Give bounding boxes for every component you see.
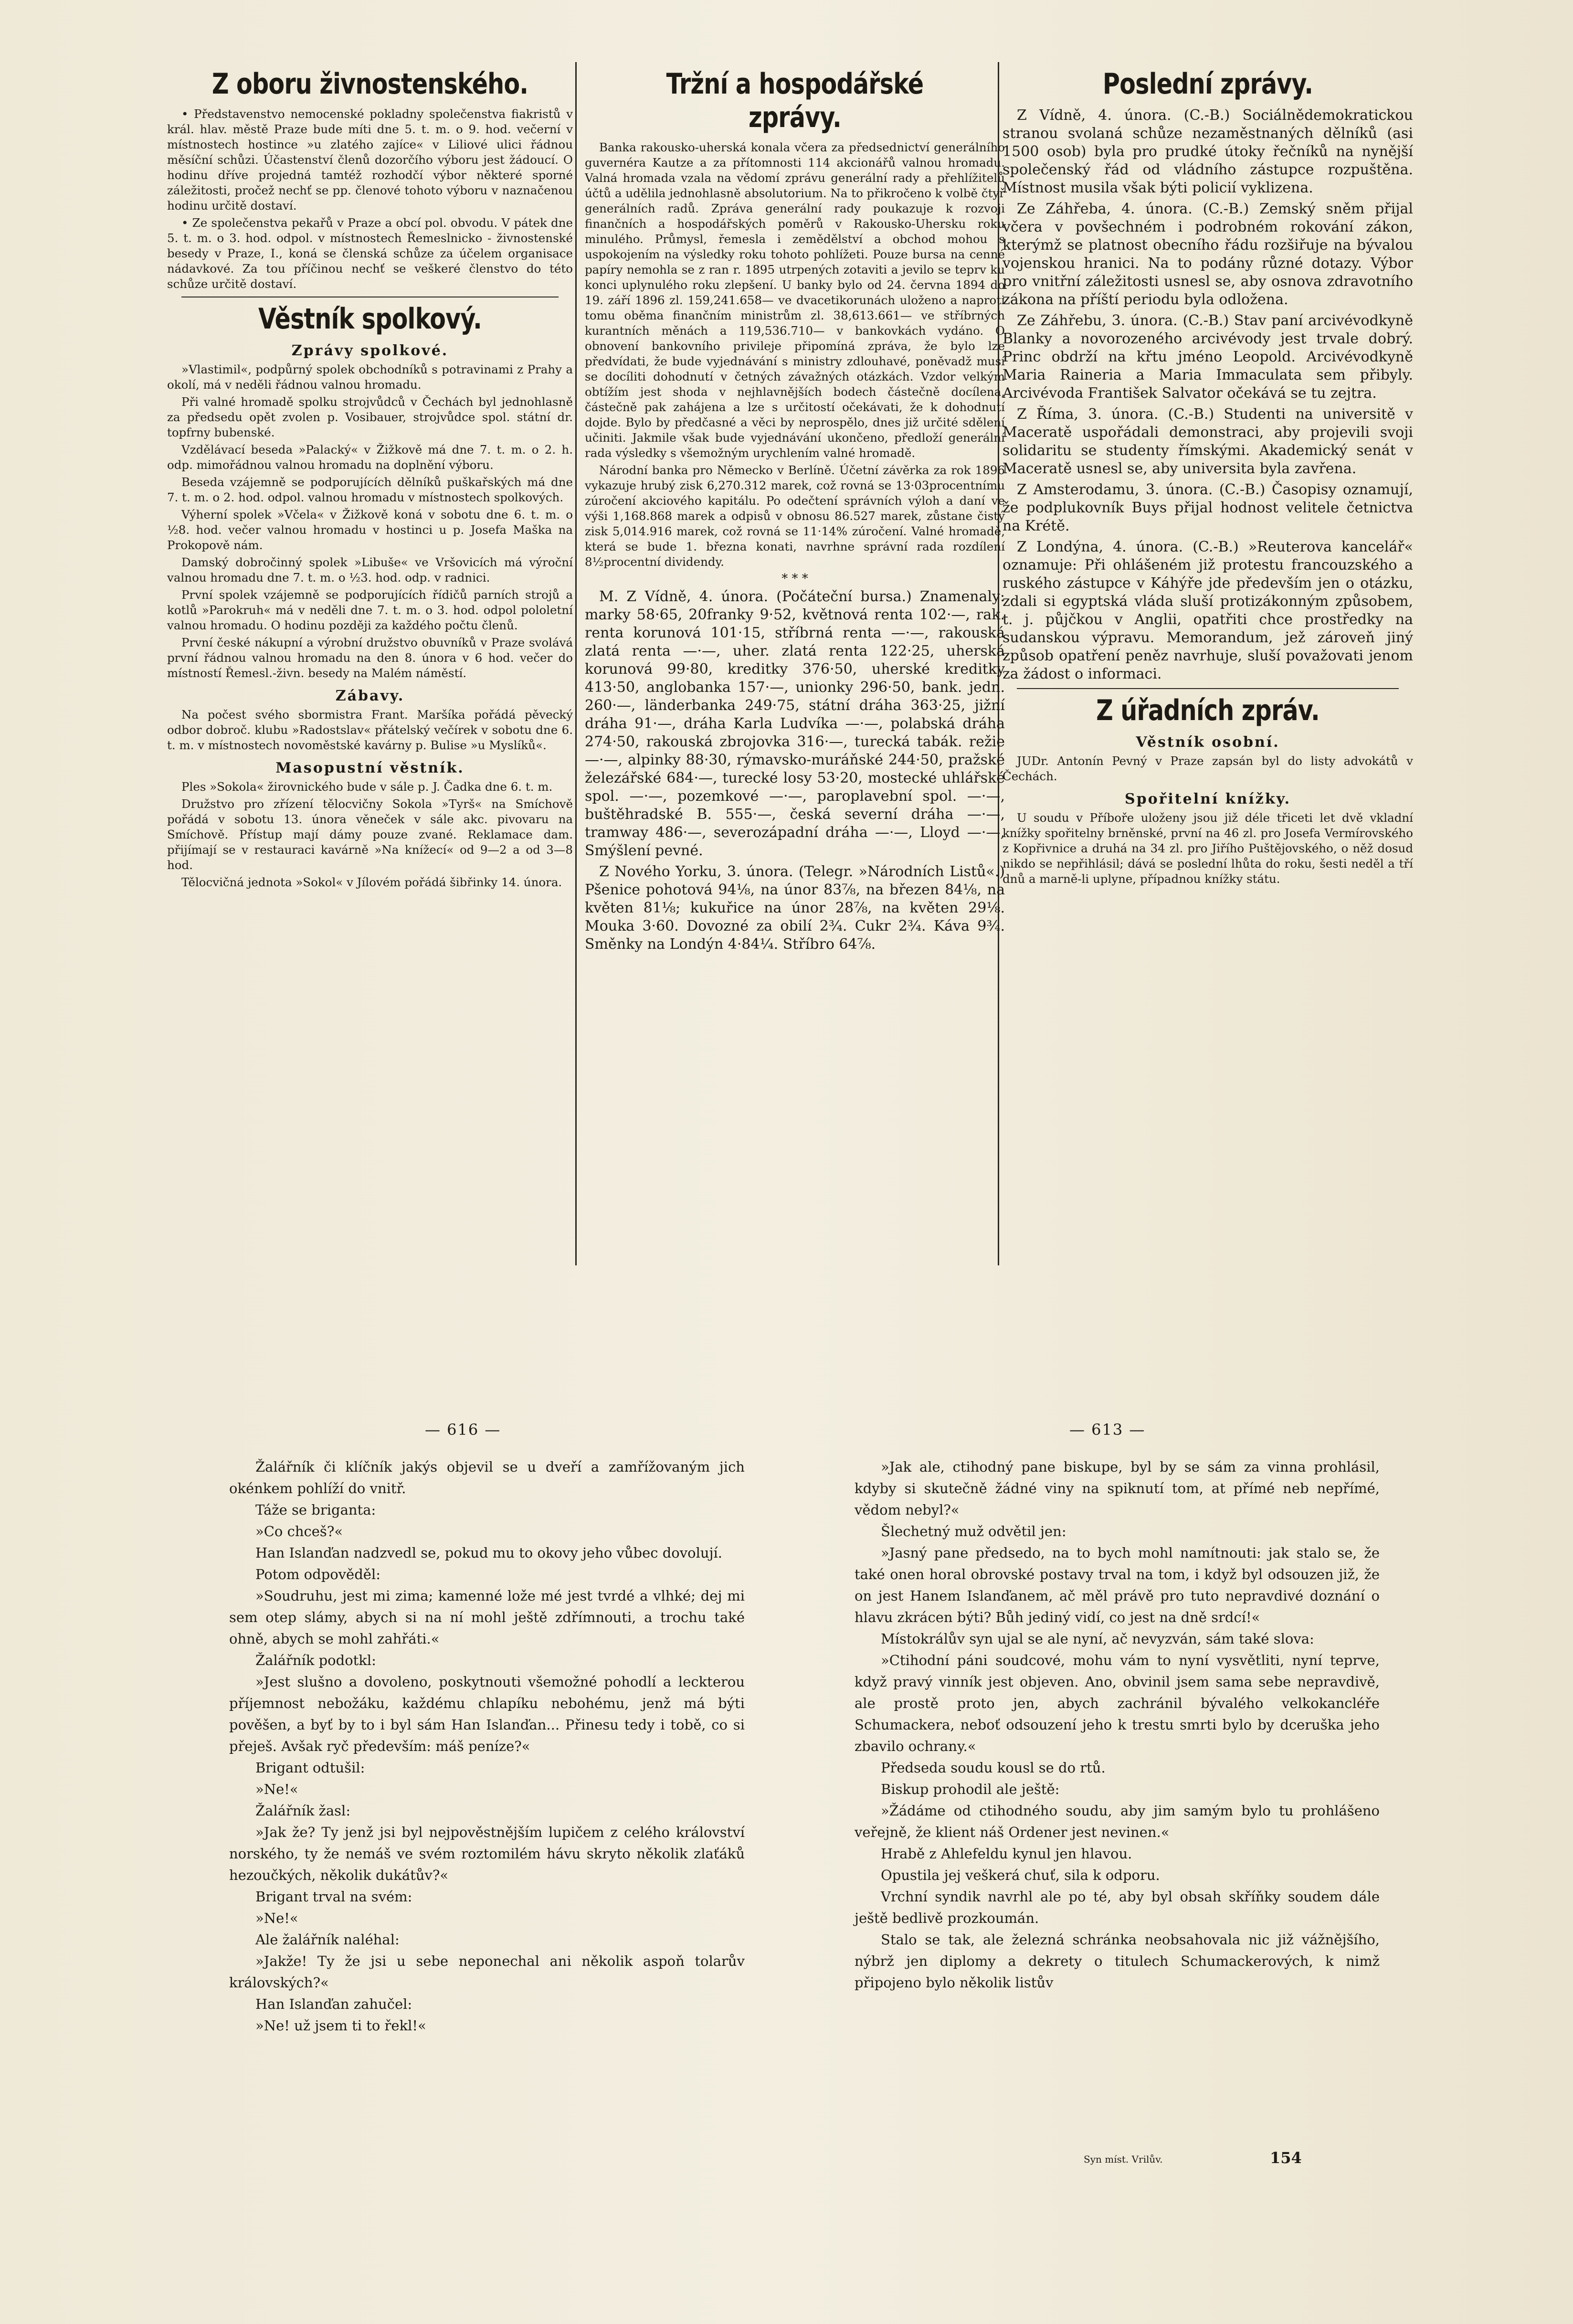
novel-line: »Co chceš?« <box>255 1523 343 1539</box>
news-item: Ze Záhřeba, 4. února. (C.-B.) Zemský sněm přijal včera v povšechném i podrobném rokování zákon, kterýmž se platnost obecního řádu rozšiřuje na bývalou vojenskou hranici. Na to podány různé dotazy. Výbor pro vnitřní záležitosti usnesl se, aby osnova zdravotního zákona na příští periodu byla odložena. <box>1003 201 1413 308</box>
official-item: U soudu v Příboře uloženy jsou již déle třiceti let dvě vkladní knížky spořitelny brněnské, první na 46 zl. pro Josefa Vermírovského z Kopřivnice a druhá na 34 zl. pro Jiřího Puštějovského, o něž dosud nikdo se nepřihlásil; dává se poslední lhůta do roku, šesti neděl a tří dnů a marně-li uplyne, případnou knížky státu. <box>1003 811 1413 886</box>
subheading-savings-books: Spořitelní knížky. <box>1124 791 1291 807</box>
divider <box>1017 688 1399 689</box>
novel-line: Táže se briganta: <box>255 1502 376 1518</box>
section-heading-latest: Poslední zprávy. <box>1102 67 1313 101</box>
novel-line: »Soudruhu, jest mi zima; kamenné lože mé jest tvrdé a vlhké; dej mi sem otep slámy, abych si na ní mohl ještě zdřímnouti, a trochu také ohně, abych se mohl zahřáti.« <box>229 1588 745 1647</box>
novel-line: Hrabě z Ahlefeldu kynul jen hlavou. <box>881 1846 1132 1862</box>
subheading-entertainment: Zábavy. <box>335 688 405 704</box>
novel-line: Stalo se tak, ale železná schránka neobsahovala nic již vážnějšího, nýbrž jen diplomy a dekrety o titulech Schumackerových, k nimž připojeno bylo několik listův <box>855 1931 1380 1991</box>
novel-line: Žalářník podotkl: <box>255 1652 376 1668</box>
novel-line: Han Islanďan nadzvedl se, pokud mu to okovy jeho vůbec dovolují. <box>255 1545 723 1561</box>
novel-page-left <box>229 1456 745 2037</box>
novel-line: »Ne!« <box>255 1910 298 1926</box>
subheading-personal: Věstník osobní. <box>1136 734 1280 751</box>
column-trade-news <box>167 64 573 1268</box>
news-item: Z Vídně, 4. února. (C.-B.) Sociálnědemokratickou stranou svolaná schůze nezaměstnaných dělníků (asi 1500 osob) byla pro prudké útoky řečníků na nynější společenský řád od vládního zástupce rozpuštěna. Místnost musila však býti policií vyklizena. <box>1003 107 1413 196</box>
article-paragraph: Banka rakousko-uherská konala včera za předsednictví generálního guvernéra Kautze a za přítomnosti 114 akcionářů valnou hromadu. Valná hromada vzala na vědomí zprávu generální rady a přehlížitelů účtů a udělila jednohlasně absolutorium. Na to přikročeno k volbě čtyř generálních radů. Zpráva generální rady poukazuje k rozvoji finančních a hospodářských poměrů v Rakousko-Uhersku roku minulého. Průmysl, řemesla i zemědělství a obchod mohou s uspokojením na výsledky roku tohoto pohlížeti. Pouze bursa na cenné papíry nemohla se z ran r. 1895 utrpených zotaviti a jevilo se teprv ku konci uplynulého roku zlepšení. U banky bylo od 24. června 1894 do 19. září 1896 zl. 159,241.658— ve dvacetikorunách uloženo a naproti tomu oběma finančním ministrům zl. 38,613.661— ve stříbrných kurantních měnách a 119,536.710— v bankovkách vydáno. O obnovení bankovního privileje připomíná zpráva, že bylo lze předvídati, že bude vyjednávání s ministry zdlouhavé, poněvadž musí se docíliti dohodnutí v četných závažných otázkách. Vzdor velkým obtížím jest shoda v nejhlavnějších bodech částečně docílena, částečně pak zahájena a lze s určitostí očekávati, že k dohodnutí dojde. Bylo by předčasné a věci by neprospělo, dnes již určité sdělení učiniti. Jakmile však bude vyjednávání ukončeno, předloží generální rada výsledky s všemožným urychlením valné hromadě. <box>585 140 1005 460</box>
novel-line: Šlechetný muž odvětil jen: <box>881 1523 1066 1539</box>
novel-line: Han Islanďan zahučel: <box>255 1996 412 2012</box>
novel-line: »Jasný pane předsedo, na to bych mohl namítnouti: jak stalo se, že také onen horal obrovské postavy trval na tom, i když byl odsouzen již, že on jest Hanem Islanďanem, ač měl právě pro tuto nepravdivé doznání o hlavu zkrácen býti? Bůh jediný vidí, co jest na dně srdcí!« <box>855 1545 1380 1625</box>
article-paragraph: • Představenstvo nemocenské pokladny společenstva fiakristů v král. hlav. městě Praze bude míti dne 5. t. m. o 9. hod. večerní v místnostech hostince »u zlatého zajíce« v Liliové ulici řádnou měsíční schůzi. Účastenství členů dozorčího výboru jest žádoucí. O hodinu dříve projedná tamtéž rozhodčí výbor některé sporné záležitosti, pročež nechť se pp. členové tohoto výboru v naznačenou hodinu určitě dostaví. <box>167 107 573 212</box>
column-latest-news <box>1003 64 1413 1268</box>
carnival-item: Tělocvičná jednota »Sokol« v Jílovém pořádá šibřinky 14. února. <box>181 875 562 889</box>
club-item: První české nákupní a výrobní družstvo obuvníků v Praze svolává první řádnou valnou hromadu na den 8. února v 6 hod. večer do místností Řemesl.-živn. besedy na Malém náměstí. <box>167 636 573 680</box>
novel-line: Opustila jej veškerá chuť, sila k odporu. <box>881 1867 1160 1883</box>
club-item: »Vlastimil«, podpůrný spolek obchodníků s potravinami z Prahy a okolí, má v neděli řádnou valnou hromadu. <box>167 362 573 392</box>
news-item: Ze Záhřebu, 3. února. (C.-B.) Stav paní arcivévodkyně Blanky a novorozeného arcivévody jest trvale dobrý. Princ obdrží na křtu jméno Leopold. Arcivévodkyně Maria Raineria a Maria Immaculata sem přibyly. Arcivévoda František Salvator očekává se tu zejtra. <box>1003 312 1413 402</box>
page-number-right: — 613 — <box>1069 1421 1146 1439</box>
section-heading-clubs: Věstník spolkový. <box>258 302 482 336</box>
novel-line: »Jakže! Ty že jsi u sebe neponechal ani několik aspoň tolarův královských?« <box>229 1953 745 1991</box>
section-heading-official: Z úřadních zpráv. <box>1096 694 1320 727</box>
carnival-item: Družstvo pro zřízení tělocvičny Sokola »Tyrš« na Smíchově pořádá v sobotu 13. února věneček v sále akc. pivovaru na Smíchově. Přístup mají dámy pouze zvané. Reklamace dam. přijímají se v restauraci kavárně »Na knížecí« od 9—2 a od 3—8 hod. <box>167 797 573 872</box>
commodity-report: Z Nového Yorku, 3. února. (Telegr. »Národních Listů«.) Pšenice pohotová 94⅛, na únor 83⅞, na březen 84⅛, na květen 81⅛; kukuřice na únor 28⅞, na květen 29⅛. Mouka 3·60. Dovozné za obilí 2¾. Cukr 2¾. Káva 9¾. Směnky na Londýn 4·84¼. Stříbro 64⅞. <box>585 863 1005 953</box>
club-item: Vzdělávací beseda »Palacký« v Žižkově má dne 7. t. m. o 2. h. odp. mimořádnou valnou hromadu na doplnění výboru. <box>167 443 573 472</box>
club-item: Beseda vzájemně se podporujících dělníků puškařských má dne 7. t. m. o 2. hod. odpol. valnou hromadu v místnostech spolkových. <box>167 475 573 504</box>
news-item: Z Londýna, 4. února. (C.-B.) »Reuterova kancelář« oznamuje: Při ohlášeném již protestu francouzského a ruského zástupce v Káhýře jde především jen o otázku, zdali si egyptská vláda sluší protizákonným způsobem, t. j. půjčkou v Anglii, opatřiti chce prostředky na sudanskou výpravu. Memorandum, jež zároveň jiný způsob opatření peněz navrhuje, sluší považovati jenom za žádost o informaci. <box>1003 539 1413 682</box>
column-market-news <box>585 64 1005 1268</box>
novel-line: Žalářník či klíčník jakýs objevil se u dveří a zamřížovaným jich okénkem pohlíží do vnitř. <box>229 1459 745 1496</box>
news-item: Z Amsterodamu, 3. února. (C.-B.) Časopisy oznamují, že podplukovník Buys přijal hodnost velitele četnictva na Krétě. <box>1003 481 1413 534</box>
novel-line: Biskup prohodil ale ještě: <box>881 1781 1060 1797</box>
novel-line: Předseda soudu kousl se do rtů. <box>881 1760 1106 1776</box>
club-item: Při valné hromadě spolku strojvůdců v Čechách byl jednohlasně za předsedu opět zvolen p. Vosibauer, strojvůdce spol. státní dr. topfrny bubenské. <box>167 395 573 439</box>
novel-line: »Jest slušno a dovoleno, poskytnouti všemožné pohodlí a leckterou příjemnost nebožáku, každému chlapíku nebohému, jenž má býti pověšen, a byť by to i byl sám Han Islanďan... Přinesu tedy i tobě, co si přeješ. Avšak ryč především: máš peníze?« <box>229 1674 745 1754</box>
novel-line: Ale žalářník naléhal: <box>255 1931 400 1948</box>
novel-line: Vrchní syndik navrhl ale po té, aby byl obsah skříňky soudem dále ještě bedlivě prozkoumán. <box>855 1889 1380 1926</box>
news-item: Z Říma, 3. února. (C.-B.) Studenti na universitě v Maceratě uspořádali demonstraci, aby projevili svoji solidaritu se studenty římskými. Akademický senát v Maceratě usnesl se, aby universita byla zavřena. <box>1003 406 1413 477</box>
subheading-carnival: Masopustní věstník. <box>275 760 465 776</box>
article-paragraph: Národní banka pro Německo v Berlíně. Účetní závěrka za rok 1896 vykazuje hrubý zisk 6,270.312 marek, což rovná se 13·03procentnímu zúročení akciového kapitálu. Po odečtení správních výloh a daní ve výši 1,168.868 marek a odpisů v obnosu 86.527 marek, zůstane čistý zisk 5,014.916 marek, což rovná se 11·14% zúročení. Valné hromadě, která se bude 1. března konati, navrhne správní rada rozdílení 8½procentní dividendy. <box>585 463 1005 569</box>
separator-stars: * * * <box>781 572 808 586</box>
novel-line: »Jak že? Ty jenž jsi byl nejpověstnějším lupičem z celého království norského, ty že nemáš ve svém roztomilém hávu skryto několik zlaťáků hezoučkých, několik dukátův?« <box>229 1824 745 1883</box>
novel-line: »Ne! už jsem ti to řekl!« <box>255 2017 426 2034</box>
printer-mark: Syn míst. Vrilův. <box>1084 2154 1163 2165</box>
official-item: JUDr. Antonín Pevný v Praze zapsán byl do listy advokátů v Čechách. <box>1003 754 1413 783</box>
novel-page-right <box>855 1456 1380 1994</box>
entertainment-item: Na počest svého sbormistra Frant. Maršíka pořádá pěvecký odbor dobroč. klubu »Radostslav« přátelský večírek v sobotu dne 6. t. m. v místnostech novoměstské kavárny p. Bulise »u Myslíků«. <box>167 708 573 752</box>
article-paragraph: • Ze společenstva pekařů v Praze a obcí pol. obvodu. V pátek dne 5. t. m. o 3. hod. odpol. v místnostech Řemeslnicko - živnostenské besedy v Praze, I., koná se členská schůze za účelem organisace nádavkové. Za tou příčinou nechť se veškeré členstvo do této schůze určitě dostaví. <box>167 216 573 291</box>
signature-number: 154 <box>1270 2149 1302 2167</box>
novel-line: »Žádáme od ctihodného soudu, aby jim samým bylo tu prohlášeno veřejně, že klient náš Ordener jest nevinen.« <box>855 1803 1380 1840</box>
novel-line: Brigant trval na svém: <box>255 1889 412 1905</box>
club-item: První spolek vzájemně se podporujících řídičů parních strojů a kotlů »Parokruh« má v neděli dne 7. t. m. o 3. hod. odpol pololetní valnou hromadu. O hodinu později za každého počtu členů. <box>167 588 573 632</box>
page-number-left: — 616 — <box>425 1421 501 1439</box>
novel-line: »Ne!« <box>255 1781 298 1797</box>
club-item: Výherní spolek »Včela« v Žižkově koná v sobotu dne 6. t. m. o ½8. hod. večer valnou hromadu v hostinci u p. Josefa Maška na Prokopově nám. <box>167 508 573 552</box>
novel-line: Potom odpověděl: <box>255 1566 380 1582</box>
novel-line: »Ctihodní páni soudcové, mohu vám to nyní vysvětliti, nyní teprve, když pravý vinník jest objeven. Ano, obvinil jsem sama sebe nepravdivě, ale prostě proto jen, abych zachránil bývalého velkokancléře Schumackera, neboť odsouzení jeho k trestu smrti bylo by dceruška jeho zbavilo ochrany.« <box>855 1652 1380 1754</box>
novel-line: »Jak ale, ctihodný pane biskupe, byl by se sám za vinna prohlásil, kdyby si skutečně žádné viny na spiknutí tom, at přímé neb nepřímé, vědom nebyl?« <box>855 1459 1380 1518</box>
column-divider-1 <box>575 62 577 1265</box>
stock-report: M. Z Vídně, 4. února. (Počáteční bursa.) Znamenaly: marky 58·65, 20franky 9·52, květnová renta 102·—, rak. renta korunová 101·15, stříbrná renta —·—, rakouská zlatá renta —·—, uher. zlatá renta 122·25, uherská korunová 99·80, kreditky 376·50, uherské kreditky 413·50, anglobanka 157·—, unionky 296·50, bank. jedn. 260·—, länderbanka 249·75, státní dráha 363·25, jižní dráha 91·—, dráha Karla Ludvíka —·—, polabská dráha 274·50, rakouská zbrojovka 316·—, turecká tabák. režie —·—, alpinky 88·30, rýmavsko-muráňské 244·50, pražské železářské 684·—, turecké losy 53·20, mostecké uhlářské spol. —·—, pozemkové —·—, paroplavební spol. —·—, buštěhradské B. 555·—, česká severní dráha —·—, tramway 486·—, severozápadní dráha —·—, Lloyd —·—, Smýšlení pevné. <box>585 588 1005 859</box>
novel-line: Místokrálův syn ujal se ale nyní, ač nevyzván, sám také slova: <box>881 1631 1314 1647</box>
club-item: Damský dobročinný spolek »Libuše« ve Vršovicích má výroční valnou hromadu dne 7. t. m. o ½3. hod. odp. v radnici. <box>167 555 573 584</box>
carnival-item: Ples »Sokola« žirovnického bude v sále p. J. Čadka dne 6. t. m. <box>181 780 553 794</box>
section-heading-trade: Z oboru živnostenského. <box>211 67 528 101</box>
section-heading-market: Tržní a hospodářské zprávy. <box>666 67 924 134</box>
novel-line: Žalářník žasl: <box>255 1803 351 1819</box>
subheading-club-news: Zprávy spolkové. <box>291 342 449 359</box>
novel-line: Brigant odtušil: <box>255 1760 365 1776</box>
